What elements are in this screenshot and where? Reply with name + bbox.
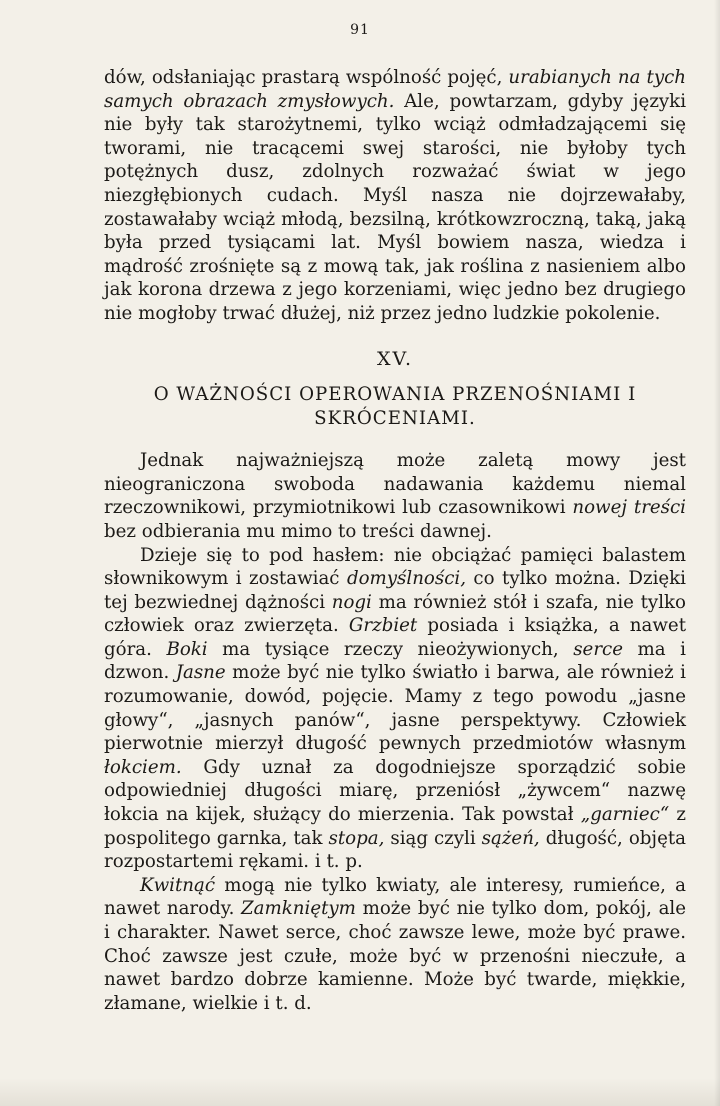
paragraph-continued xyxy=(104,66,686,326)
italic-run: sążeń, xyxy=(481,827,540,849)
italic-run: urabianych na tych samych obrazach zmysłowych. xyxy=(104,67,686,112)
italic-run: „garniec“ xyxy=(580,804,670,826)
text-run: z pospolitego garnka, tak xyxy=(104,804,686,849)
italic-run: Grzbiet xyxy=(348,615,418,637)
text-run: Ale, powtarzam, gdyby języki nie były tak starożytnemi, tylko wciąż odmładzającemi się tworami, nie tracącemi swej starości, nie byłoby tych potężnych dusz, zdolnych rozważać świat w jego niezgłębionych cudach. Myśl nasza nie dojrzewałaby, zostawałaby wciąż młodą, bezsilną, krótkowzroczną, taką, jaką była przed tysiącami lat. Myśl bowiem nasza, wiedza i mądrość zrośnięte są z mową tak, jak roślina z nasieniem albo jak korona drzewa z jego korzeniami, więc jedno bez drugiego nie mogłoby trwać dłużej, niż przez jedno ludzkie pokolenie. xyxy=(104,90,687,324)
italic-run: domyślności, xyxy=(346,568,466,590)
italic-run: Kwitnąć xyxy=(140,874,216,896)
text-run: może być nie tylko światło i barwa, ale również i rozumowanie, dowód, pojęcie. Mamy z tego powodu „jasne głowy“, „jasnych panów“, jasne perspektywy. Człowiek pierwotnie mierzył długość pewnych przedmiotów własnym xyxy=(104,662,686,755)
scan-bottom-shadow xyxy=(0,1078,720,1106)
italic-run: Zamkniętym xyxy=(241,898,356,920)
paragraph xyxy=(104,874,686,1016)
chapter-title: O WAŻNOŚCI OPEROWANIA PRZENOŚNIAMI I SKRÓCENIAMI. xyxy=(153,384,637,430)
italic-run: serce xyxy=(573,638,623,660)
scan-edge-shadow xyxy=(714,0,720,1106)
text-run: Gdy uznał za dogodniejsze sporządzić sobie odpowiedniej długości miarę, przeniósł „żywcem“ nazwę łokcia na kijek, służący do mierzenia. Tak powstał xyxy=(104,756,686,826)
text-run: co tylko można. Dzięki tej bezwiednej dążności xyxy=(104,568,686,613)
text-run: mogą nie tylko kwiaty, ale interesy, rumieńce, a nawet narody. xyxy=(104,874,686,920)
text-run: ma tysiące rzeczy nieożywionych, xyxy=(207,638,574,660)
text-run: Jednak najważniejszą może zaletą mowy jest nieograniczona swoboda nadawania każdemu niemal rzeczownikowi, przymiotnikowi lub czasownikowi xyxy=(104,450,686,519)
italic-run: łokciem. xyxy=(104,756,182,778)
text-run: może być nie tylko dom, pokój, ale i charakter. Nawet serce, choć zawsze lewe, może być prawe. Choć zawsze jest czułe, może być w przenośni nieczułe, a nawet bardzo dobrze kamienne. Może być twarde, miękkie, złamane, wielkie i t. d. xyxy=(104,898,686,1014)
paragraph xyxy=(104,544,686,874)
text-run: bez odbierania mu mimo to treści dawnej. xyxy=(104,520,492,542)
page-content xyxy=(104,66,686,1015)
italic-run: stopa, xyxy=(328,827,385,849)
text-run: dów, odsłaniając prastarą wspólność pojęć, xyxy=(104,67,509,88)
text-run: posiada i książka, a nawet góra. xyxy=(104,615,686,660)
text-run: ma i dzwon. xyxy=(104,638,686,684)
italic-run: nogi xyxy=(331,591,372,613)
text-run: długość, objęta rozpostartemi rękami. i t. p. xyxy=(104,827,686,873)
italic-run: Jasne xyxy=(175,662,226,684)
text-run: ma również stół i szafa, nie tylko człowiek oraz zwierzęta. xyxy=(104,591,686,637)
italic-run: nowej treści xyxy=(572,497,686,519)
chapter-number: XV. xyxy=(377,347,413,370)
page-number: 91 xyxy=(350,22,370,38)
paragraph xyxy=(104,449,686,543)
text-run: Dzieje się to pod hasłem: nie obciążać pamięci balastem słownikowym i zostawiać xyxy=(104,544,686,590)
text-run: siąg czyli xyxy=(384,827,482,849)
italic-run: Boki xyxy=(166,638,208,660)
